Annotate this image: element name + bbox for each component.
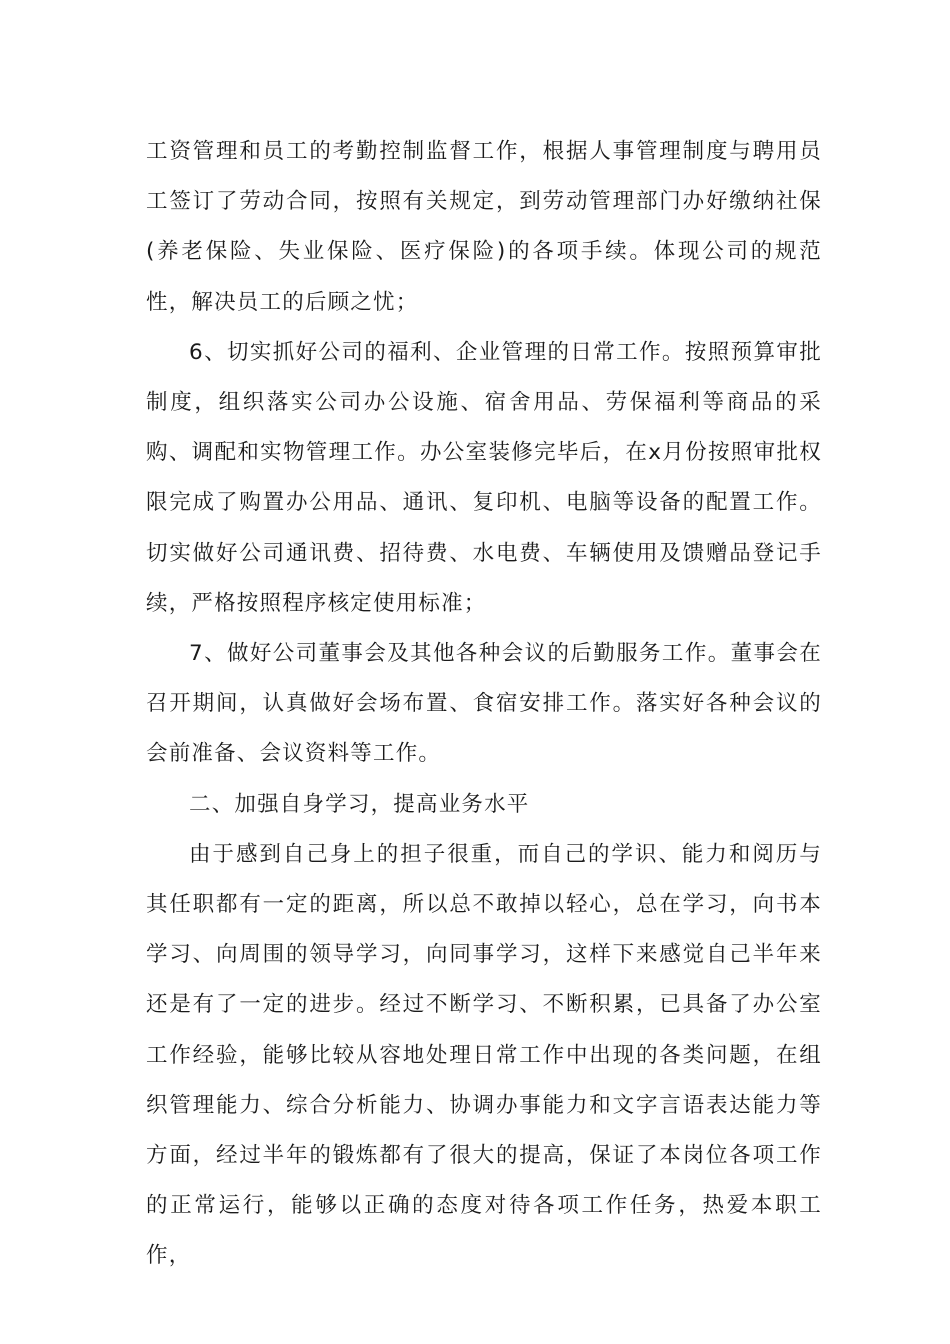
- section-heading-self-study: 二、加强自身学习，提高业务水平: [189, 791, 530, 817]
- paragraph-item-6-welfare: 6、切实抓好公司的福利、企业管理的日常工作。按照预算审批制度，组织落实公司办公设施、宿舍用品、劳保福利等商品的采购、调配和实物管理工作。办公室装修完毕后，在x月份按照审批权限完成了购置办公用品、通讯、复印机、电脑等设备的配置工作。切实做好公司通讯费、招待费、水电费、车辆使用及馈赠品登记手续，严格按照程序核定使用标准；: [146, 339, 822, 616]
- paragraph-item-7-meetings: 7、做好公司董事会及其他各种会议的后勤服务工作。董事会在召开期间，认真做好会场布置、食宿安排工作。落实好各种会议的会前准备、会议资料等工作。: [146, 641, 822, 767]
- document-body: [146, 127, 822, 1282]
- paragraph-staff-management: 工资管理和员工的考勤控制监督工作，根据人事管理制度与聘用员工签订了劳动合同，按照有关规定，到劳动管理部门办好缴纳社保(养老保险、失业保险、医疗保险)的各项手续。体现公司的规范性，解决员工的后顾之忧；: [146, 139, 822, 315]
- paragraph-self-study: 由于感到自己身上的担子很重，而自己的学识、能力和阅历与其任职都有一定的距离，所以总不敢掉以轻心，总在学习，向书本学习、向周围的领导学习，向同事学习，这样下来感觉自己半年来还是有了一定的进步。经过不断学习、不断积累，已具备了办公室工作经验，能够比较从容地处理日常工作中出现的各类问题，在组织管理能力、综合分析能力、协调办事能力和文字言语表达能力等方面，经过半年的锻炼都有了很大的提高，保证了本岗位各项工作的正常运行，能够以正确的态度对待各项工作任务，热爱本职工作，: [146, 841, 822, 1269]
